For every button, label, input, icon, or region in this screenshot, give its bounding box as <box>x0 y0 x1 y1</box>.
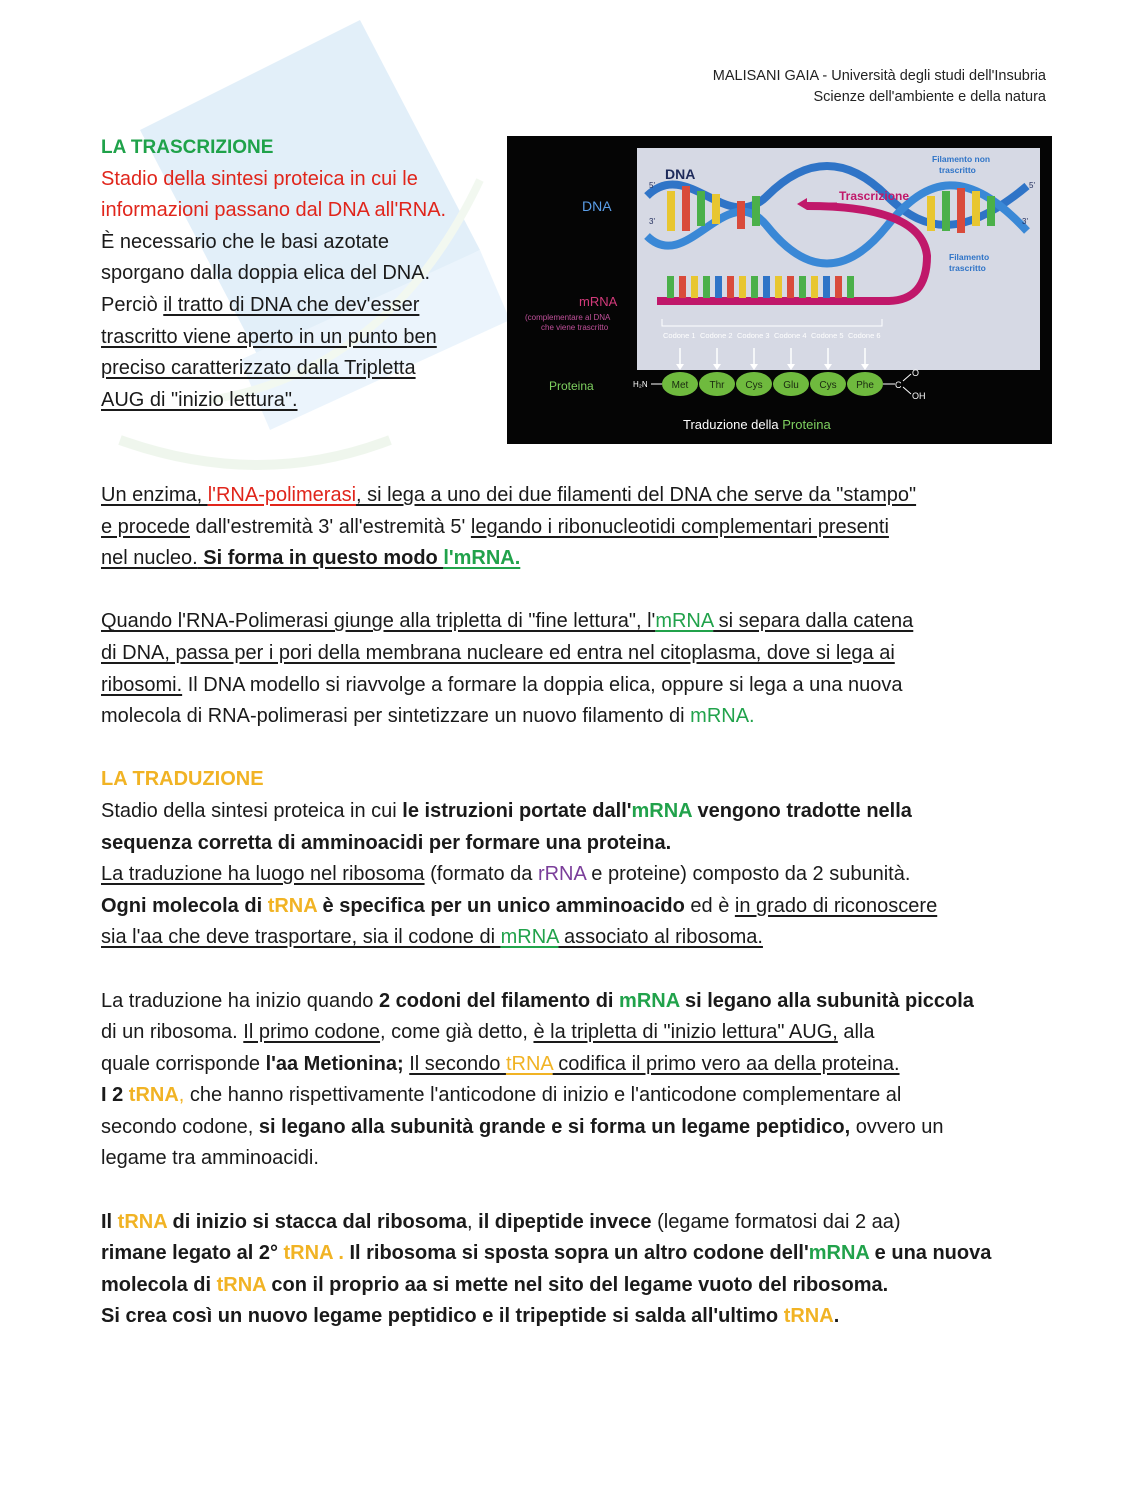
label-filamento-trascritto-2: trascritto <box>949 263 986 273</box>
amino-acid-label: Met <box>671 380 689 391</box>
term-mrna: mRNA <box>631 799 692 822</box>
underlined-text: il tratto di DNA che dev'esser <box>163 293 420 316</box>
mrna-sublabel-2: che viene trascritto <box>541 323 609 332</box>
codon-label: Codone 5 <box>811 331 844 340</box>
underlined-text: trascritto viene aperto in un punto ben <box>101 325 437 348</box>
label-trascrizione: Trascrizione <box>839 189 910 203</box>
underlined-text: AUG di "inizio lettura". <box>101 388 298 411</box>
mrna-label: mRNA <box>579 294 618 309</box>
carboxyl-o: O <box>912 368 920 378</box>
term-trna: tRNA . <box>283 1242 344 1265</box>
term-mrna: mRNA <box>500 926 559 949</box>
term-mrna: mRNA <box>619 989 680 1012</box>
amino-acid-label: Cys <box>745 380 763 391</box>
amino-acid-chain <box>662 372 883 396</box>
label-filamento-non-trascritto: Filamento non <box>932 154 991 164</box>
term-trna: tRNA <box>505 1052 553 1075</box>
term-trna: tRNA <box>128 1084 179 1107</box>
term-trna: tRNA <box>783 1305 834 1328</box>
end-label: 3' <box>1022 217 1028 226</box>
figure-caption: Traduzione della Proteina <box>683 417 831 432</box>
term-rna-polimerasi: l'RNA-polimerasi <box>207 484 357 506</box>
dna-label: DNA <box>582 198 612 214</box>
amino-acid-label: Thr <box>709 380 725 391</box>
paragraph-fine-lettura: Quando l'RNA-Polimerasi giunge alla tripletta di "fine lettura", l'mRNA si separa dalla catena di DNA, passa per i pori della membrana nucleare ed entra nel citoplasma, dove si lega ai ribosomi. Il DNA modello si riavvolge a formare la doppia elica, oppure si lega a una nuova molecola di RNA-polimerasi per sintetizzare un nuovo filamento di mRNA. <box>101 610 914 728</box>
dna-diagram <box>507 136 1052 444</box>
definition-line-2: informazioni passano dal DNA all'RNA. <box>101 199 447 222</box>
carboxyl-c: C <box>895 380 902 390</box>
paragraph-dipeptide: Il tRNA di inizio si stacca dal ribosoma, il dipeptide invece (legame formatosi dai 2 aa) rimane legato al 2° tRNA . Il ribosoma si sposta sopra un altro codone dell'mRNA e una nuova molecola di tRNA con il proprio aa si mette nel sito del legame vuoto del ribosoma. Si crea così un nuovo legame peptidico e il tripeptide si salda all'ultimo tRNA. <box>101 1210 992 1328</box>
header-author: MALISANI GAIA - Università degli studi dell'Insubria <box>712 68 1046 84</box>
label-filamento-non-trascritto-2: trascritto <box>939 165 976 175</box>
section-trascrizione <box>101 132 501 416</box>
section-title-traduzione: LA TRADUZIONE <box>101 768 264 791</box>
underlined-text: preciso caratterizzato dalla Tripletta <box>101 357 416 380</box>
term-mrna: mRNA <box>655 610 714 633</box>
section-title-trascrizione: LA TRASCRIZIONE <box>101 137 274 158</box>
paragraph-inizio-traduzione: La traduzione ha inizio quando 2 codoni del filamento di mRNA si legano alla subunità piccola di un ribosoma. Il primo codone, come già detto, è la tripletta di "inizio lettura" AUG, alla quale corrisponde l'aa Metionina; Il secondo tRNA codifica il primo vero aa della proteina. I 2 tRNA, che hanno rispettivamente l'anticodone di inizio e l'anticodone complementare al secondo codone, si legano alla subunità grande e si forma un legame peptidico, ovvero un legame tra amminoacidi. <box>101 989 974 1170</box>
amine-group: H₂N <box>633 380 648 389</box>
text-line: Perciò il tratto di DNA che dev'esser <box>101 293 420 316</box>
amino-acid-label: Cys <box>819 380 837 391</box>
mrna-sublabel: (complementare al DNA <box>525 313 611 322</box>
text-line: sporgano dalla doppia elica del DNA. <box>101 262 431 285</box>
carboxyl-oh: OH <box>912 391 926 401</box>
amino-acid-label: Phe <box>856 380 874 391</box>
paragraph-traduzione: LA TRADUZIONE Stadio della sintesi proteica in cui le istruzioni portate dall'mRNA vengono tradotte nella sequenza corretta di amminoacidi per formare una proteina. La traduzione ha luogo nel ribosoma (formato da rRNA e proteine) composto da 2 subunità. Ogni molecola di tRNA è specifica per un unico amminoacido ed è in grado di riconoscere sia l'aa che deve trasportare, sia il codone di mRNA associato al ribosoma. <box>101 768 938 949</box>
dna-transcription-figure <box>507 136 1052 444</box>
body-text <box>101 480 1051 1333</box>
term-mrna: l'mRNA. <box>443 547 521 570</box>
term-mrna: mRNA <box>808 1242 870 1265</box>
codon-label: Codone 4 <box>774 331 807 340</box>
term-trna: tRNA <box>267 894 317 917</box>
text-line: È necessario che le basi azotate <box>101 230 389 253</box>
codon-label: Codone 1 <box>663 331 696 340</box>
end-label: 3' <box>649 217 655 226</box>
end-label: 5' <box>649 181 655 190</box>
header-course: Scienze dell'ambiente e della natura <box>813 89 1046 105</box>
end-label: 5' <box>1029 181 1035 190</box>
label-filamento-trascritto: Filamento <box>949 252 990 262</box>
codon-label: Codone 3 <box>737 331 770 340</box>
definition-line-1: Stadio della sintesi proteica in cui le <box>101 167 418 190</box>
codon-label: Codone 2 <box>700 331 733 340</box>
term-mrna: mRNA. <box>690 705 755 728</box>
term-trna: tRNA <box>216 1273 266 1296</box>
amino-acid-label: Glu <box>783 380 799 391</box>
codon-label: Codone 6 <box>848 331 881 340</box>
dna-inner-label: DNA <box>665 166 696 182</box>
protein-label: Proteina <box>549 379 594 393</box>
paragraph-rna-polimerasi: Un enzima, l'RNA-polimerasi, si lega a uno dei due filamenti del DNA che serve da "stampo" e procede dall'estremità 3' all'estremità 5' legando i ribonucleotidi complementari presenti nel nucleo. Si forma in questo modo l'mRNA. <box>101 484 917 570</box>
page-header <box>713 66 1046 108</box>
term-trna: tRNA <box>117 1210 167 1233</box>
term-rrna: rRNA <box>537 863 586 886</box>
